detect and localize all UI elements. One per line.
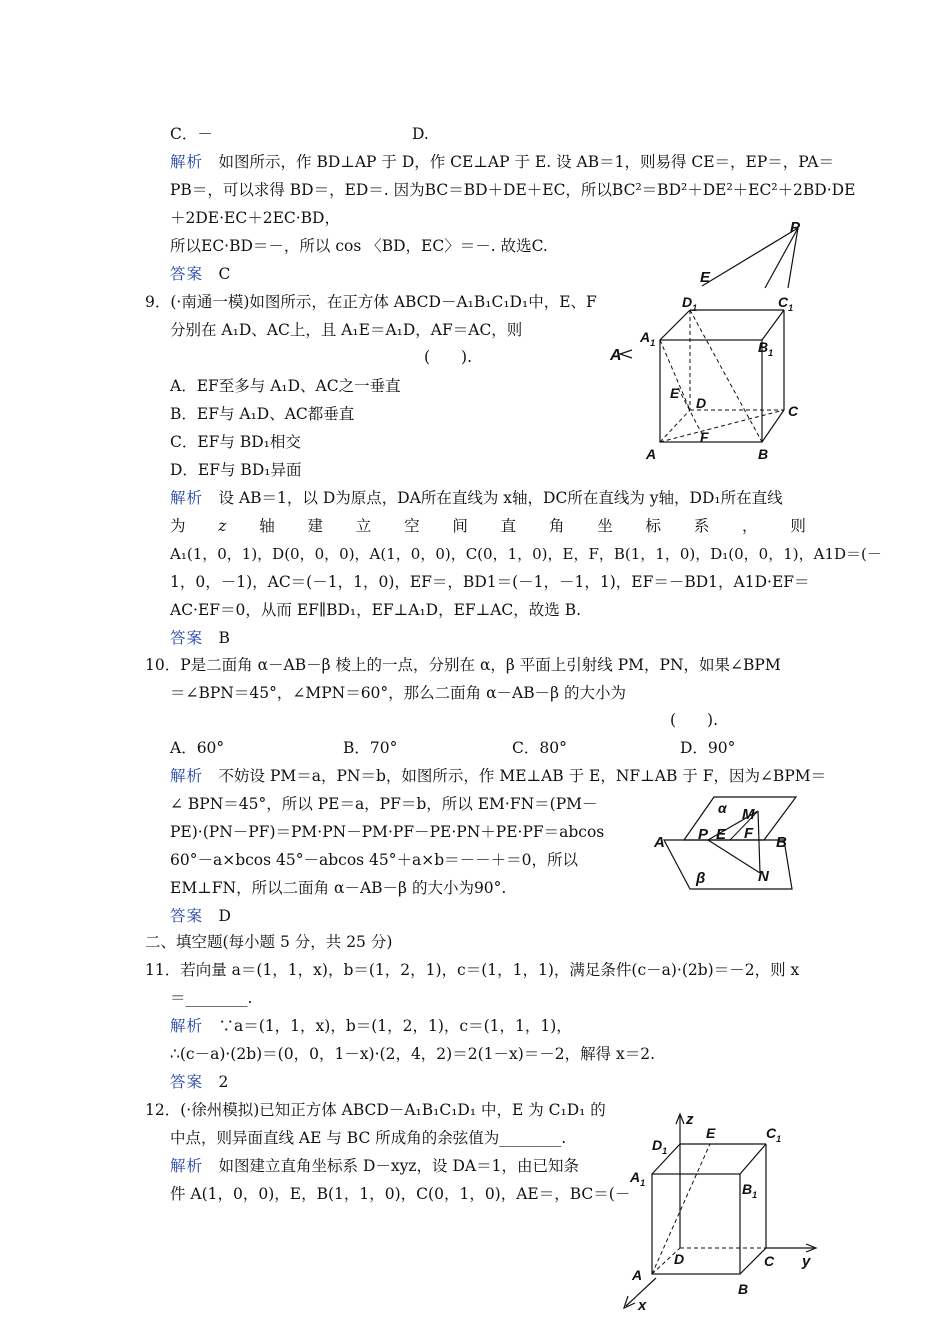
jiexi-tag: 解析 (170, 489, 204, 507)
q11-solution-line1: 解析 ∵a＝(1，1，x)，b＝(1，2，1)，c＝(1，1，1)， (170, 1017, 572, 1035)
label-a1: $A_1$ (640, 329, 656, 348)
jiexi-tag: 解析 (170, 767, 204, 785)
q12-cube-figure (618, 1110, 818, 1320)
label-a: A (632, 1267, 643, 1283)
label-e: E (700, 269, 711, 286)
section-heading: 二、填空题(每小题 5 分，共 25 分) (145, 933, 393, 951)
q10-stem-line1: 10．P是二面角 α－AB－β 棱上的一点，分别在 α，β 平面上引射线 PM，PN，如果∠BPM (145, 656, 781, 674)
label-m: M (742, 806, 755, 823)
q8-answer: 答案 C (170, 265, 231, 283)
label-b1: $B_1$ (742, 1181, 758, 1200)
label-alpha: α (718, 800, 727, 816)
q9-stem-line1: 9．(·南通一模)如图所示，在正方体 ABCD－A₁B₁C₁D₁中，E、F (145, 293, 597, 311)
label-y: y (802, 1253, 811, 1270)
q9-option-c: C．EF与 BD₁相交 (170, 433, 301, 451)
q9-option-a: A．EF至多与 A₁D、AC之一垂直 (170, 377, 401, 395)
daan-tag: 答案 (170, 907, 204, 925)
label-p: P (698, 826, 709, 843)
q10-solution-line1: 解析 不妨设 PM＝a，PN＝b，如图所示，作 ME⊥AB 于 E，NF⊥AB 于 F，因为∠BPM＝ (170, 767, 827, 785)
q8-solution-line4: 所以EC·BD＝－，所以 cos 〈BD，EC〉＝－. 故选C. (170, 237, 548, 255)
q12-stem-line1: 12．(·徐州模拟)已知正方体 ABCD－A₁B₁C₁D₁ 中，E 为 C₁D₁ 的 (145, 1101, 606, 1119)
q12-stem-line2: 中点，则异面直线 AE 与 BC 所成角的余弦值为________. (170, 1129, 567, 1147)
q9-paren: ( ). (424, 348, 473, 366)
q12-solution-line2: 件 A(1，0，0)，E，B(1，1，0)，C(0，1，0)，AE＝，BC＝(－ (170, 1185, 631, 1203)
q10-dihedral-figure (652, 795, 812, 895)
label-d1: $D_1$ (682, 294, 698, 313)
q9-option-d: D．EF与 BD₁异面 (170, 461, 302, 479)
q8-figure (690, 218, 810, 288)
label-p: P (790, 219, 801, 236)
q10-option-d: D．90° (680, 739, 736, 757)
label-b: B (758, 446, 769, 462)
daan-tag: 答案 (170, 629, 204, 647)
q9-solution-line1: 解析 设 AB＝1，以 D为原点，DA所在直线为 x轴，DC所在直线为 y轴，DD₁所在直线 (170, 489, 783, 507)
q8-solution-line3: ＋2DE·EC＋2EC·BD， (170, 209, 340, 227)
q11-answer: 答案 2 (170, 1073, 229, 1091)
jiexi-tag: 解析 (170, 1157, 204, 1175)
label-b: B (738, 1281, 749, 1297)
q8-option-d: D. (412, 125, 429, 143)
q9-solution-line5: AC·EF＝0，从而 EF∥BD₁，EF⊥A₁D，EF⊥AC，故选 B. (170, 601, 582, 619)
label-d: D (696, 395, 707, 411)
q8-solution-line1: 解析 如图所示，作 BD⊥AP 于 D，作 CE⊥AP 于 E. 设 AB＝1，则易得 CE＝，EP＝，PA＝ (170, 153, 834, 171)
label-a1: $A_1$ (630, 1169, 646, 1188)
q9-solution-line3: A₁(1，0，1)，D(0，0，0)，A(1，0，0)，C(0，1，0)，E，F，B(1，1，0)，D₁(0，0，1)，A1D＝(－ (170, 545, 882, 563)
q10-option-b: B．70° (343, 739, 398, 757)
label-a: A (646, 446, 657, 462)
label-beta: β (696, 870, 706, 887)
q9-answer: 答案 B (170, 629, 230, 647)
label-a: A (654, 834, 665, 851)
q10-answer: 答案 D (170, 907, 231, 925)
daan-tag: 答案 (170, 1073, 204, 1091)
q9-solution-line4: 1，0，－1)，AC＝(－1，1，0)，EF＝，BD1＝(－1，－1，1)，EF＝－BD1，A1D·EF＝ (170, 573, 810, 591)
q11-solution-line2: ∴(c－a)·(2b)＝(0，0，1－x)·(2，4，2)＝2(1－x)＝－2，解得 x＝2. (170, 1045, 656, 1063)
q10-stem-line2: ＝∠BPN＝45°，∠MPN＝60°，那么二面角 α－AB－β 的大小为 (170, 684, 627, 702)
q10-option-a: A．60° (170, 739, 225, 757)
q8-option-c: C．－ (170, 125, 213, 143)
label-f: F (700, 429, 709, 445)
q12-solution-line1: 解析 如图建立直角坐标系 D－xyz，设 DA＝1，由已知条 (170, 1157, 579, 1175)
label-b1: $B_1$ (758, 339, 774, 358)
q10-solution-line4: 60°－a×bcos 45°－abcos 45°＋a×b＝－－＋＝0，所以 (170, 851, 579, 869)
label-e: E (670, 385, 680, 401)
q10-paren: ( ). (670, 711, 719, 729)
q9-solution-line2: 为 z 轴 建 立 空 间 直 角 坐 标 系 ， 则 (170, 517, 806, 535)
q8-solution-line2: PB＝，可以求得 BD＝，ED＝. 因为BC＝BD＋DE＋EC，所以BC²＝BD²＋DE²＋EC²＋2BD·DE (170, 181, 856, 199)
label-d1: $D_1$ (652, 1137, 668, 1156)
jiexi-tag: 解析 (170, 1017, 204, 1035)
label-c: C (764, 1253, 775, 1269)
q11-stem-line2: ＝________. (170, 989, 253, 1007)
q9-cube-figure (612, 290, 812, 465)
label-z: z (686, 1111, 694, 1128)
q10-solution-line3: PE)·(PN－PF)＝PM·PN－PM·PF－PE·PN＋PE·PF＝abcos (170, 823, 605, 841)
label-e: E (716, 826, 727, 843)
q10-solution-line2: ∠ BPN＝45°，所以 PE＝a，PF＝b，所以 EM·FN＝(PM－ (170, 795, 598, 813)
label-c1: $C_1$ (778, 294, 794, 313)
label-b: B (776, 834, 787, 851)
label-e: E (706, 1125, 716, 1141)
label-x: x (638, 1297, 647, 1314)
label-a-outer: A (610, 347, 622, 364)
q10-option-c: C．80° (512, 739, 567, 757)
label-f: F (744, 825, 754, 842)
label-c1: $C_1$ (766, 1125, 782, 1144)
label-n: N (758, 868, 769, 885)
label-c: C (788, 403, 799, 419)
jiexi-tag: 解析 (170, 153, 204, 171)
daan-tag: 答案 (170, 265, 204, 283)
q10-solution-line5: EM⊥FN，所以二面角 α－AB－β 的大小为90°. (170, 879, 507, 897)
q11-stem-line1: 11．若向量 a＝(1，1，x)，b＝(1，2，1)，c＝(1，1，1)，满足条件(c－a)·(2b)＝－2，则 x (145, 961, 800, 979)
q9-stem-line2: 分别在 A₁D、AC上，且 A₁E＝A₁D，AF＝AC，则 (170, 321, 523, 339)
q9-option-b: B．EF与 A₁D、AC都垂直 (170, 405, 355, 423)
label-d: D (674, 1251, 685, 1267)
